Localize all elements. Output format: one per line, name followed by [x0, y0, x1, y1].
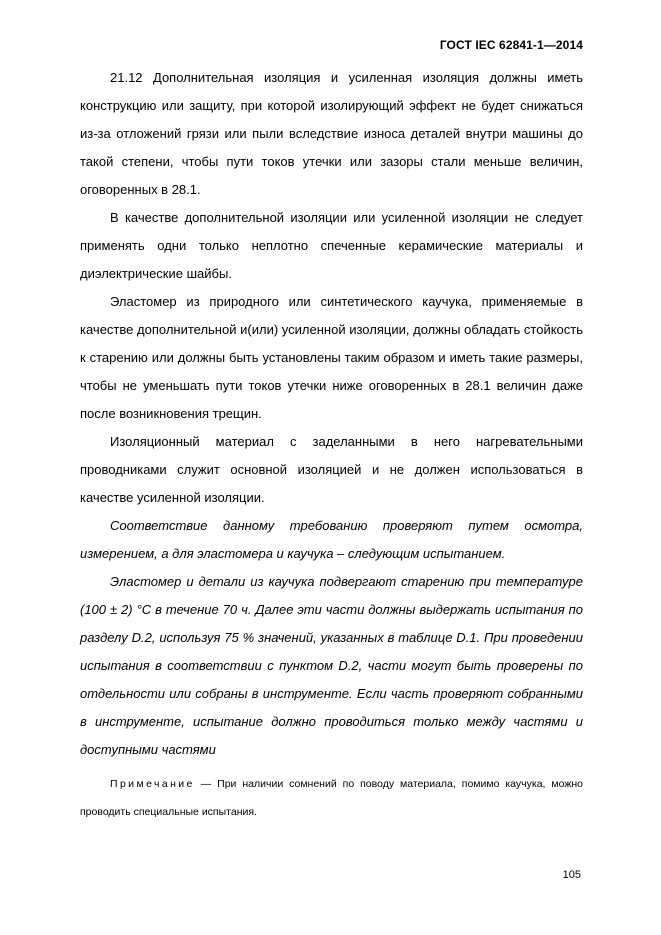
note — [80, 770, 583, 826]
page-number: 105 — [562, 869, 581, 881]
paragraph-elastomer: Эластомер из природного или синтетического каучука, применяемые в качестве дополнительной и(или) усиленной изоляции, должны обладать стойкость к старению или должны быть установлены таким образом и иметь такие размеры, чтобы не уменьшать пути токов утечки ниже оговоренных в 28.1 величин даже после возникновения трещин. — [80, 294, 583, 421]
note-label: Примечание — [110, 778, 195, 790]
paragraph-21-12: 21.12 Дополнительная изоляция и усиленная изоляция должны иметь конструкцию или защиту, при которой изолирующий эффект не будет снижаться из-за отложений грязи или пыли вследствие износа деталей внутри машины до такой степени, чтобы пути токов утечки или зазоры стали меньше величин, оговоренных в 28.1. — [80, 70, 583, 197]
paragraph-aging-test: Эластомер и детали из каучука подвергают старению при температуре (100 ± 2) °С в течение 70 ч. Далее эти части должны выдержать испытания по разделу D.2, используя 75 % значений, указанных в таблице D.1. При проведении испытания в соответствии с пунктом D.2, части могут быть проверены по отдельности или собраны в инструменте. Если часть проверяют собранными в инструменте, испытание должно проводиться только между частями и доступными частями — [80, 574, 583, 757]
page-body — [80, 64, 583, 826]
paragraph-insulating-material: Изоляционный материал с заделанными в него нагревательными проводниками служит основной изоляцией и не должен использоваться в качестве усиленной изоляции. — [80, 434, 583, 505]
paragraph-ceramic-materials: В качестве дополнительной изоляции или усиленной изоляции не следует применять одни только неплотно спеченные керамические материалы и диэлектрические шайбы. — [80, 210, 583, 281]
note-text: — При наличии сомнений по поводу материала, помимо каучука, можно проводить специальные испытания. — [80, 778, 583, 818]
document-header: ГОСТ IEC 62841-1—2014 — [439, 38, 583, 52]
paragraph-compliance-check: Соответствие данному требованию проверяют путем осмотра, измерением, а для эластомера и каучука – следующим испытанием. — [80, 518, 583, 561]
